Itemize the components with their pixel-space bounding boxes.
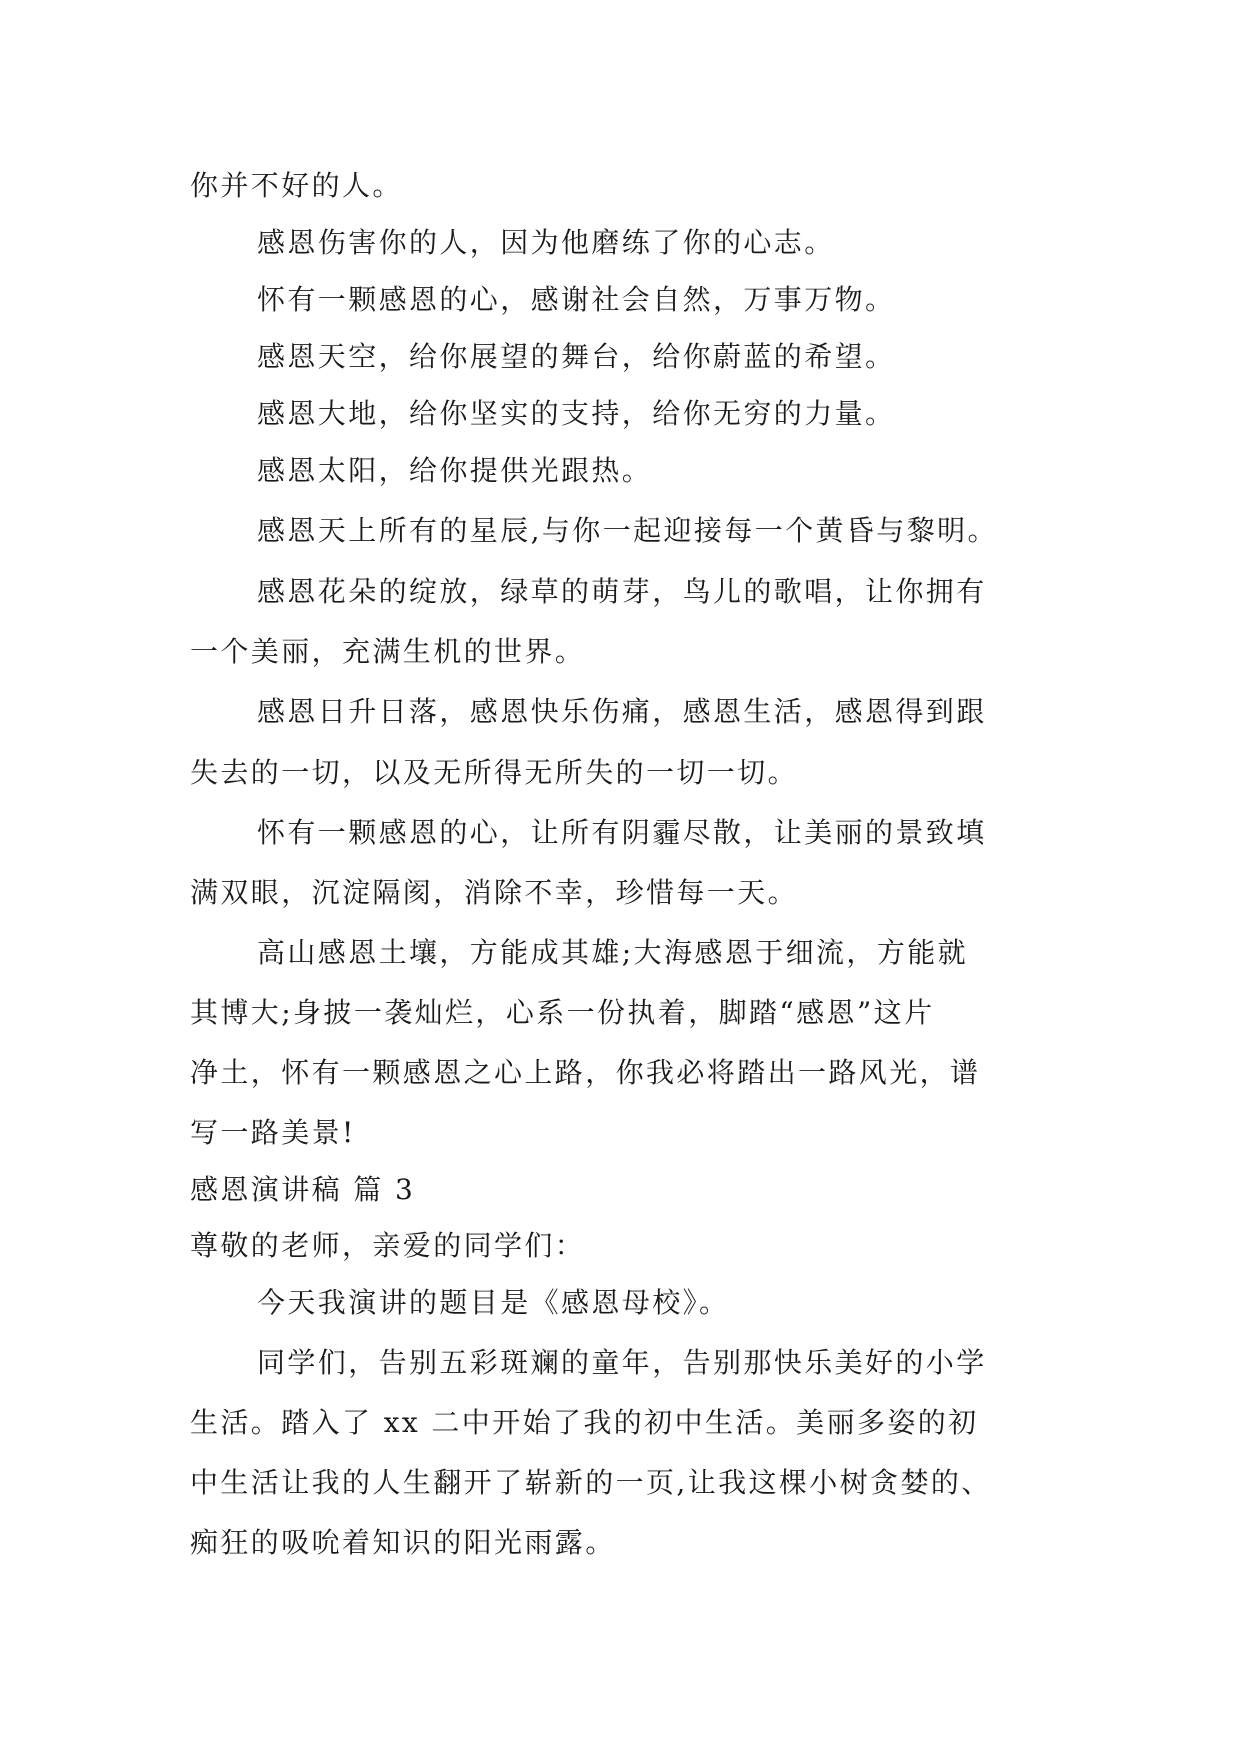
text-line: 感恩日升日落，感恩快乐伤痛，感恩生活，感恩得到跟: [257, 695, 987, 728]
text-line: 一个美丽，充满生机的世界。: [190, 635, 586, 668]
text-line: 感恩天空，给你展望的舞台，给你蔚蓝的希望。: [257, 340, 896, 373]
text-line: 满双眼，沉淀隔阂，消除不幸，珍惜每一天。: [190, 876, 799, 909]
text-line: 怀有一颗感恩的心，感谢社会自然，万事万物。: [257, 283, 896, 316]
text-line: 痴狂的吸吮着知识的阳光雨露。: [190, 1526, 616, 1559]
text-line: 生活。踏入了 xx 二中开始了我的初中生活。美丽多姿的初: [190, 1406, 979, 1439]
salutation: 尊敬的老师，亲爱的同学们：: [190, 1229, 586, 1262]
text-line: 中生活让我的人生翻开了崭新的一页,让我这棵小树贪婪的、: [190, 1466, 992, 1499]
text-line: 怀有一颗感恩的心，让所有阴霾尽散，让美丽的景致填: [257, 816, 987, 849]
text-line: 感恩天上所有的星辰,与你一起迎接每一个黄昏与黎明。: [257, 514, 998, 547]
text-line: 你并不好的人。: [190, 169, 403, 202]
section-heading: 感恩演讲稿 篇 3: [190, 1173, 416, 1206]
text-line: 感恩大地，给你坚实的支持，给你无穷的力量。: [257, 397, 896, 430]
text-line: 感恩太阳，给你提供光跟热。: [257, 454, 653, 487]
text-line: 感恩伤害你的人，因为他磨练了你的心志。: [257, 226, 835, 259]
text-line: 其博大;身披一袭灿烂，心系一份执着，脚踏“感恩”这片: [190, 996, 935, 1029]
text-line: 净土，怀有一颗感恩之心上路，你我必将踏出一路风光，谱: [190, 1056, 981, 1089]
text-line: 写一路美景!: [190, 1116, 356, 1149]
text-line: 同学们，告别五彩斑斓的童年，告别那快乐美好的小学: [257, 1346, 987, 1379]
text-line: 今天我演讲的题目是《感恩母校》。: [257, 1286, 730, 1319]
text-line: 感恩花朵的绽放，绿草的萌芽，鸟儿的歌唱，让你拥有: [257, 575, 987, 608]
text-line: 失去的一切，以及无所得无所失的一切一切。: [190, 756, 799, 789]
text-line: 高山感恩土壤，方能成其雄;大海感恩于细流，方能就: [257, 936, 969, 969]
